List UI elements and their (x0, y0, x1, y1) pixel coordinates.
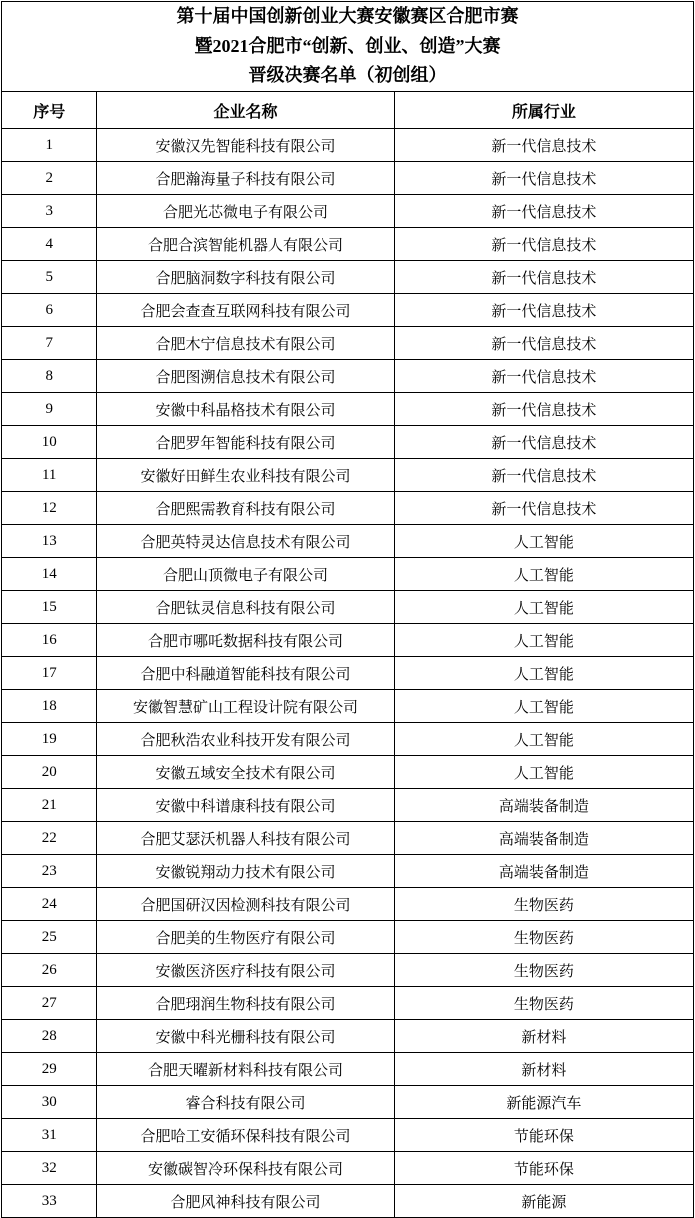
row-number-cell: 10 (2, 426, 97, 459)
company-name-cell: 安徽医济医疗科技有限公司 (97, 954, 394, 987)
industry-cell: 人工智能 (394, 657, 693, 690)
row-number-cell: 28 (2, 1020, 97, 1053)
industry-cell: 新材料 (394, 1053, 693, 1086)
table-row (2, 954, 694, 987)
row-number-cell: 3 (2, 195, 97, 228)
table-row (2, 987, 694, 1020)
company-name-cell: 合肥会查查互联网科技有限公司 (97, 294, 394, 327)
table-row (2, 1086, 694, 1119)
industry-cell: 新一代信息技术 (394, 261, 693, 294)
company-name-cell: 合肥合滨智能机器人有限公司 (97, 228, 394, 261)
industry-cell: 高端装备制造 (394, 789, 693, 822)
table-row (2, 129, 694, 162)
row-number-cell: 18 (2, 690, 97, 723)
table-row (2, 1020, 694, 1053)
row-number-cell: 7 (2, 327, 97, 360)
row-number-cell: 32 (2, 1152, 97, 1185)
table-row (2, 855, 694, 888)
industry-cell: 新一代信息技术 (394, 393, 693, 426)
industry-cell: 人工智能 (394, 558, 693, 591)
row-number-cell: 9 (2, 393, 97, 426)
table-row (2, 294, 694, 327)
title-line-3: 晋级决赛名单（初创组） (248, 65, 447, 86)
industry-cell: 新能源 (394, 1185, 693, 1218)
company-name-cell: 合肥瀚海量子科技有限公司 (97, 162, 394, 195)
row-number-cell: 31 (2, 1119, 97, 1152)
row-number-cell: 29 (2, 1053, 97, 1086)
industry-cell: 新一代信息技术 (394, 228, 693, 261)
row-number-cell: 30 (2, 1086, 97, 1119)
row-number-cell: 33 (2, 1185, 97, 1218)
company-name-cell: 合肥罗年智能科技有限公司 (97, 426, 394, 459)
row-number-cell: 26 (2, 954, 97, 987)
column-header-industry: 所属行业 (394, 92, 693, 129)
company-name-cell: 安徽中科谱康科技有限公司 (97, 789, 394, 822)
row-number-cell: 8 (2, 360, 97, 393)
table-row (2, 393, 694, 426)
company-name-cell: 合肥风神科技有限公司 (97, 1185, 394, 1218)
table-row (2, 1152, 694, 1185)
company-name-cell: 合肥哈工安循环保科技有限公司 (97, 1119, 394, 1152)
row-number-cell: 25 (2, 921, 97, 954)
company-name-cell: 合肥珝润生物科技有限公司 (97, 987, 394, 1020)
document-page (0, 1, 695, 1217)
company-name-cell: 安徽锐翔动力技术有限公司 (97, 855, 394, 888)
company-name-cell: 安徽中科光栅科技有限公司 (97, 1020, 394, 1053)
company-name-cell: 合肥英特灵达信息技术有限公司 (97, 525, 394, 558)
row-number-cell: 12 (2, 492, 97, 525)
table-row (2, 162, 694, 195)
company-name-cell: 合肥国研汉因检测科技有限公司 (97, 888, 394, 921)
company-name-cell: 合肥木宁信息技术有限公司 (97, 327, 394, 360)
industry-cell: 人工智能 (394, 756, 693, 789)
industry-cell: 新一代信息技术 (394, 129, 693, 162)
table-row (2, 624, 694, 657)
column-header-no: 序号 (2, 92, 97, 129)
table-body (2, 2, 694, 1218)
row-number-cell: 13 (2, 525, 97, 558)
industry-cell: 新一代信息技术 (394, 360, 693, 393)
table-row (2, 723, 694, 756)
row-number-cell: 4 (2, 228, 97, 261)
column-header-company: 企业名称 (97, 92, 394, 129)
company-name-cell: 合肥天曜新材料科技有限公司 (97, 1053, 394, 1086)
table-row (2, 657, 694, 690)
industry-cell: 新材料 (394, 1020, 693, 1053)
table-row (2, 591, 694, 624)
company-name-cell: 安徽五域安全技术有限公司 (97, 756, 394, 789)
company-name-cell: 合肥市哪吒数据科技有限公司 (97, 624, 394, 657)
title-line-2: 暨2021合肥市“创新、创业、创造”大赛 (194, 35, 501, 56)
industry-cell: 新能源汽车 (394, 1086, 693, 1119)
company-name-cell: 合肥脑洞数字科技有限公司 (97, 261, 394, 294)
industry-cell: 新一代信息技术 (394, 492, 693, 525)
industry-cell: 人工智能 (394, 690, 693, 723)
table-row (2, 756, 694, 789)
company-name-cell: 合肥秋浩农业科技开发有限公司 (97, 723, 394, 756)
table-row (2, 558, 694, 591)
company-name-cell: 合肥美的生物医疗有限公司 (97, 921, 394, 954)
company-name-cell: 合肥中科融道智能科技有限公司 (97, 657, 394, 690)
table-row (2, 1119, 694, 1152)
table-row (2, 690, 694, 723)
industry-cell: 生物医药 (394, 954, 693, 987)
row-number-cell: 6 (2, 294, 97, 327)
company-name-cell: 安徽中科晶格技术有限公司 (97, 393, 394, 426)
company-name-cell: 安徽好田鲜生农业科技有限公司 (97, 459, 394, 492)
table-row (2, 327, 694, 360)
industry-cell: 节能环保 (394, 1119, 693, 1152)
row-number-cell: 21 (2, 789, 97, 822)
table-row (2, 492, 694, 525)
table-row (2, 195, 694, 228)
table-row (2, 228, 694, 261)
industry-cell: 人工智能 (394, 624, 693, 657)
row-number-cell: 20 (2, 756, 97, 789)
company-name-cell: 合肥山顶微电子有限公司 (97, 558, 394, 591)
row-number-cell: 23 (2, 855, 97, 888)
industry-cell: 新一代信息技术 (394, 459, 693, 492)
table-row (2, 360, 694, 393)
company-name-cell: 合肥钛灵信息科技有限公司 (97, 591, 394, 624)
table-row (2, 888, 694, 921)
industry-cell: 生物医药 (394, 987, 693, 1020)
row-number-cell: 22 (2, 822, 97, 855)
company-name-cell: 睿合科技有限公司 (97, 1086, 394, 1119)
row-number-cell: 14 (2, 558, 97, 591)
industry-cell: 新一代信息技术 (394, 294, 693, 327)
row-number-cell: 24 (2, 888, 97, 921)
title-line-1: 第十届中国创新创业大赛安徽赛区合肥市赛 (176, 6, 519, 26)
industry-cell: 新一代信息技术 (394, 195, 693, 228)
table-row (2, 822, 694, 855)
industry-cell: 人工智能 (394, 723, 693, 756)
table-row (2, 789, 694, 822)
finalists-table (1, 1, 694, 1218)
industry-cell: 生物医药 (394, 921, 693, 954)
industry-cell: 新一代信息技术 (394, 162, 693, 195)
company-name-cell: 合肥艾瑟沃机器人科技有限公司 (97, 822, 394, 855)
row-number-cell: 11 (2, 459, 97, 492)
row-number-cell: 5 (2, 261, 97, 294)
row-number-cell: 19 (2, 723, 97, 756)
table-row (2, 426, 694, 459)
table-header-row (2, 92, 694, 129)
title-row (2, 2, 694, 92)
industry-cell: 新一代信息技术 (394, 327, 693, 360)
company-name-cell: 合肥光芯微电子有限公司 (97, 195, 394, 228)
industry-cell: 节能环保 (394, 1152, 693, 1185)
row-number-cell: 15 (2, 591, 97, 624)
company-name-cell: 合肥熙需教育科技有限公司 (97, 492, 394, 525)
row-number-cell: 2 (2, 162, 97, 195)
table-row (2, 1185, 694, 1218)
row-number-cell: 16 (2, 624, 97, 657)
company-name-cell: 安徽碳智冷环保科技有限公司 (97, 1152, 394, 1185)
company-name-cell: 安徽智慧矿山工程设计院有限公司 (97, 690, 394, 723)
industry-cell: 生物医药 (394, 888, 693, 921)
industry-cell: 新一代信息技术 (394, 426, 693, 459)
table-row (2, 459, 694, 492)
table-row (2, 525, 694, 558)
industry-cell: 人工智能 (394, 591, 693, 624)
page-title (2, 2, 694, 92)
row-number-cell: 1 (2, 129, 97, 162)
table-row (2, 1053, 694, 1086)
row-number-cell: 27 (2, 987, 97, 1020)
industry-cell: 高端装备制造 (394, 855, 693, 888)
table-row (2, 921, 694, 954)
industry-cell: 高端装备制造 (394, 822, 693, 855)
company-name-cell: 安徽汉先智能科技有限公司 (97, 129, 394, 162)
industry-cell: 人工智能 (394, 525, 693, 558)
company-name-cell: 合肥图溯信息技术有限公司 (97, 360, 394, 393)
table-row (2, 261, 694, 294)
row-number-cell: 17 (2, 657, 97, 690)
